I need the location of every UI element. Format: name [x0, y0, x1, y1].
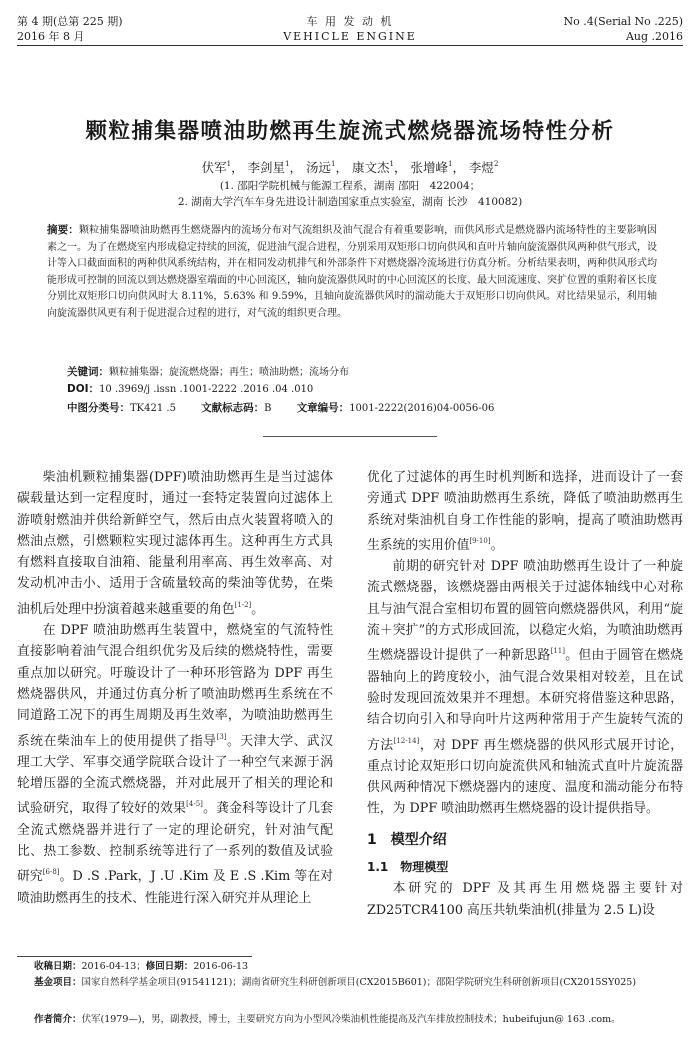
fund-text: 国家自然科学基金项目(91541121)；湖南省研究生科研创新项目(CX2015B601)；邵阳学院研究生科研创新项目(CX2015SY025) — [81, 977, 637, 988]
affiliation-line: (1. 邵阳学院机械与能源工程系，湖南 邵阳 422004； — [219, 180, 481, 192]
keywords-text: 颗粒捕集器；旋流燃烧器；再生；喷油助燃；流场分布 — [109, 367, 349, 378]
subsection-heading: 1.1 物理模型 — [367, 860, 449, 875]
author-affiliation-mark: 1 — [285, 160, 290, 168]
abstract-text: 颗粒捕集器喷油助燃再生燃烧器内的流场分布对气流组织及油气混合有着重要影响，而供风形式是燃烧器内流场特性的主要影响因素之一。为了在燃烧室内形成稳定持续的回流，促进油气混合进程，分别采用双矩形口切向供风和直叶片轴向旋流器供风两种供气形式，设计等入口截面面积的两种供风系统结构，并在相同发动机排气和外部条件下对燃烧器冷流场进行仿真分析。分析结果表明，两种供风形式均能形成可控制的回流以到达燃烧器室端面的中心回流区，轴向旋流器供风时的中心回流区的长度、最大回流速度、突扩位置的重附着区长度分别比双矩形口切向供风时大 8.11%，5.63% 和 9.59%，且轴向旋流器供风时的湍动能大于双矩形口切向供风。对比结果显示，利用轴向旋流器供风更有利于促进混合过程的进行，对气流的组织更合理。 — [47, 225, 658, 319]
classification-line — [67, 400, 516, 415]
citation: [12-14] — [393, 736, 420, 745]
footnote-rule — [17, 956, 252, 957]
citation: [11] — [550, 647, 565, 656]
header-rule — [17, 45, 683, 46]
body-paragraph — [367, 467, 683, 556]
author-name: 李煜 — [468, 160, 494, 175]
issue-date-en: Aug .2016 — [625, 30, 683, 43]
body-text: 。天津大学、武汉理工大学、军事交通学院联合设计了一种空气来源于涡轮增压器的全流式燃烧器，并对此展开了相关的理论和试验研究，取得了较好的效果 — [17, 733, 334, 817]
doc-code-value: B — [264, 403, 272, 414]
keywords-label: 关键词： — [67, 366, 109, 378]
author-affiliation-mark: 1 — [331, 160, 336, 168]
abstract-label: 摘要： — [47, 224, 79, 236]
citation: [6-8] — [42, 868, 60, 877]
doi-line — [67, 381, 313, 396]
journal-name-en: VEHICLE ENGINE — [283, 30, 417, 43]
body-paragraph — [367, 556, 683, 820]
doi-label: DOI： — [67, 383, 100, 395]
body-text: 优化了过滤体的再生时机判断和选择，进而设计了一套旁通式 DPF 喷油助燃再生系统，降低了喷油助燃再生系统对柴油机自身工作性能的影响，提高了喷油助燃再生系统的实用价值 — [367, 470, 683, 553]
clc-label: 中图分类号： — [67, 402, 130, 414]
body-text: 。但由于圆管在燃烧器轴向上的跨度较小，油气混合效果相对较差，且在试验时发现回流效果并不理想。本研究将借鉴这种思路，结合切向引入和导向叶片这两种常用于产生旋转气流的方法 — [367, 648, 684, 753]
author-affiliation-mark: 1 — [447, 160, 453, 168]
author-list: 伏军$^1$， 李剑星$^1$， 汤远$^1$， 康文杰$^1$， 张增峰$^1$， 李煜$^2$ — [201, 160, 499, 175]
clc-value: TK421 .5 — [130, 403, 176, 414]
citation: [9-10] — [469, 536, 491, 545]
author-affiliation-mark: 1 — [389, 160, 394, 168]
body-text: 。D .S .Park，J .U .Kim 及 E .S .Kim 等在对喷油助燃再生的技术、性能进行深入研究并从理论上 — [17, 869, 334, 906]
citation: [4-5] — [186, 800, 203, 809]
issue-number-en: No .4(Serial No .225) — [563, 15, 683, 28]
footnote-fund — [34, 975, 674, 991]
fund-label: 基金项目： — [34, 977, 82, 988]
body-column-left — [17, 467, 333, 909]
issue-number: 第 4 期(总第 225 期) — [17, 15, 123, 28]
revised-label: 修回日期： — [145, 961, 194, 972]
body-text: ，对 DPF 再生燃烧器的供风形式展开讨论，重点讨论双矩形口切向旋流供风和轴流式直叶片旋流器供风两种情况下燃烧器内的速度、温度和湍动能分布特性，为 DPF 喷油助燃再生燃烧器的设计提供指导。 — [367, 737, 683, 817]
citation: [3] — [216, 732, 227, 741]
doc-code-label: 文献标志码： — [201, 402, 265, 414]
journal-name-cn: 车 用 发 动 机 — [306, 15, 394, 28]
body-paragraph — [367, 878, 683, 921]
body-text: 。龚金科等设计了几套全流式燃烧器并进行了一定的理论研究，针对油气配比、热工参数、控制系统等进行了一系列的数值及试验研究 — [17, 801, 334, 885]
footnote-author-bio — [34, 1012, 674, 1028]
body-text: 本研究的 DPF 及其再生用燃烧器主要针对 ZD25TCR4100 高压共轨柴油机(排量为 2.5 L)设 — [367, 881, 683, 918]
received-date: 2016-04-13； — [81, 961, 146, 972]
body-text: 柴油机颗粒捕集器(DPF)喷油助燃再生是当过滤体碳载量达到一定程度时，通过一套特定装置向过滤体上游喷射燃油并供给新鲜空气，然后由点火装置将喷入的燃油点燃，引燃颗粒实现过滤体再生。这种再生方式具有燃料直接取自油箱、能量利用率高、再生效率高、对发动机冲击小、适用于含硫量较高的柴油等优势，在柴油机后处理中扮演着越来越重要的角色 — [17, 470, 333, 617]
body-column-right — [367, 467, 683, 921]
abstract-divider — [263, 436, 437, 437]
doi-text: 10 .3969/j .issn .1001-2222 .2016 .04 .010 — [99, 384, 314, 395]
author-affiliation-mark: 1 — [226, 160, 232, 168]
affiliation-line: 2. 湖南大学汽车车身先进设计制造国家重点实验室，湖南 长沙 410082) — [177, 196, 523, 208]
body-text: 。 — [490, 537, 504, 553]
article-number-label: 文章编号： — [296, 402, 350, 414]
article-number-value: 1001-2222(2016)04-0056-06 — [349, 403, 495, 414]
author-affiliation-mark: 2 — [493, 160, 499, 168]
author-name: 伏军 — [201, 160, 227, 175]
issue-date: 2016 年 8 月 — [17, 30, 85, 43]
author-name: 李剑星 — [247, 160, 286, 175]
author-name: 康文杰 — [351, 160, 390, 175]
citation: [1-2] — [234, 600, 252, 609]
body-text: 前期的研究针对 DPF 喷油助燃再生设计了一种旋流式燃烧器，该燃烧器由两根关于过滤体轴线中心对称且与油气混合室相切布置的圆管向燃烧器供风，利用“旋流＋突扩”的方式形成回流，以稳定火焰，为喷油助燃再生燃烧器设计提供了一种新思路 — [367, 559, 683, 664]
body-text: 。 — [251, 601, 265, 617]
abstract — [47, 222, 657, 323]
received-label: 收稿日期： — [34, 961, 82, 972]
body-text: 在 DPF 喷油助燃再生装置中，燃烧室的气流特性直接影响着油气混合组织优劣及后续的燃烧特性，需要重点加以研究。吁璇设计了一种环形管路为 DPF 再生燃烧器供风，并通过仿真分析了喷油助燃再生系统在不同道路工况下的再生周期及再生效率，为喷油助燃再生系统在柴油车上的使用提供了指导 — [17, 623, 333, 749]
author-bio-text: 伏军(1979—)，男，副教授，博士，主要研究方向为小型风冷柴油机性能提高及汽车排放控制技术；hubeifujun@ 163 .com。 — [81, 1014, 621, 1025]
paper-title: 颗粒捕集器喷油助燃再生旋流式燃烧器流场特性分析 — [85, 119, 615, 144]
keywords-line — [67, 363, 349, 379]
author-name: 张增峰 — [410, 160, 448, 175]
author-name: 汤远 — [306, 160, 332, 175]
author-bio-label: 作者简介： — [34, 1014, 82, 1025]
body-paragraph — [17, 467, 333, 620]
footnote-dates — [34, 959, 674, 975]
body-paragraph — [17, 620, 333, 909]
section-heading: 1 模型介绍 — [367, 831, 447, 848]
running-header-right — [564, 14, 683, 44]
revised-date: 2016-06-13 — [193, 961, 249, 972]
